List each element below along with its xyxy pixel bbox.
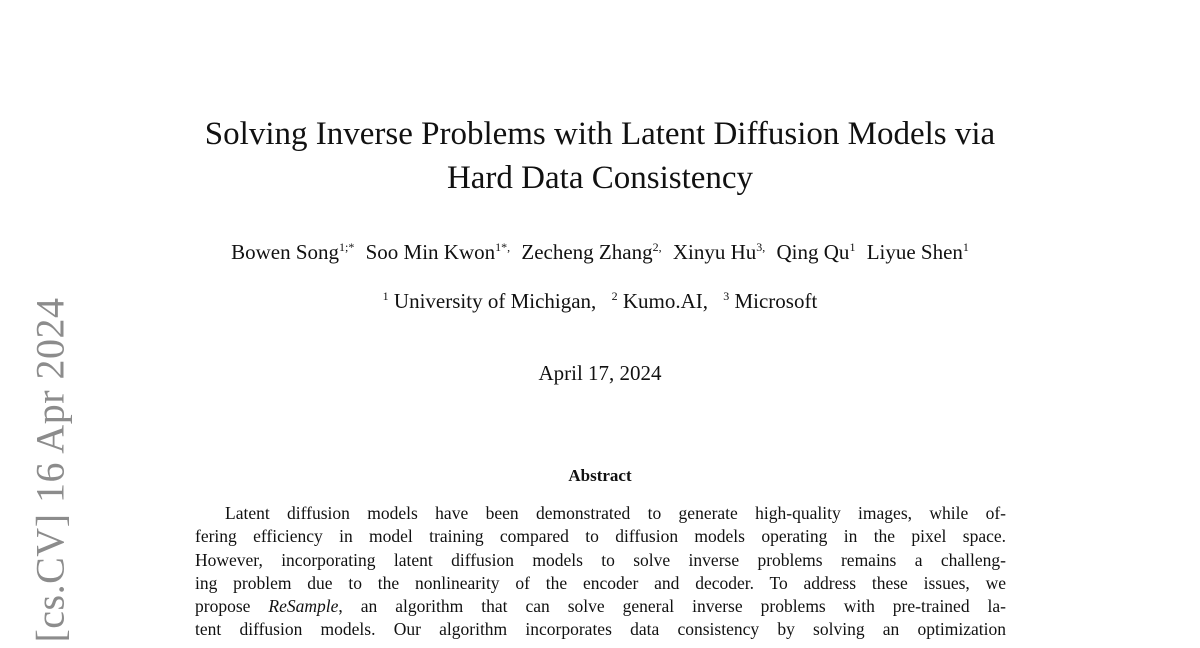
affiliation: [383, 289, 597, 313]
affiliation: [612, 289, 708, 313]
abstract-line: fering efficiency in model training compared to diffusion models operating in the pixel space.: [195, 526, 1006, 547]
author-name: Liyue Shen: [866, 240, 963, 264]
affiliation-number: 3: [723, 289, 730, 303]
author-name: Soo Min Kwon: [365, 240, 496, 264]
abstract-line: tent diffusion models. Our algorithm incorporates data consistency by solving an optimization: [195, 619, 1006, 640]
abstract-line: ing problem due to the nonlinearity of the encoder and decoder. To address these issues, we: [195, 572, 1006, 593]
author-affiliation-mark: 1*,: [495, 240, 511, 254]
paper-title: [0, 112, 1200, 200]
affiliation-number: 2: [611, 289, 618, 303]
author-affiliation-mark: 3,: [756, 240, 766, 254]
method-name: ReSample: [268, 596, 339, 617]
author-name: Qing Qu: [776, 240, 850, 264]
author-affiliation-mark: 2,: [652, 240, 662, 254]
abstract-line: However, incorporating latent diffusion models to solve inverse problems remains a challeng-: [195, 549, 1006, 570]
affiliation-name: Microsoft: [734, 289, 818, 313]
author: [777, 240, 856, 264]
author-name: Xinyu Hu: [672, 240, 757, 264]
publication-date: April 17, 2024: [538, 361, 662, 385]
author-affiliation-mark: 1: [849, 240, 856, 254]
author-name: Zecheng Zhang: [521, 240, 653, 264]
author-affiliation-mark: 1;*: [339, 240, 355, 254]
abstract-text: propose: [195, 596, 269, 617]
abstract-line: Latent diffusion models have been demonstrated to generate high-quality images, while of-: [225, 503, 1006, 523]
affiliation-number: 1: [382, 289, 389, 303]
abstract-heading: Abstract: [568, 466, 632, 485]
title-line-1: Solving Inverse Problems with Latent Diffusion Models via: [204, 116, 996, 152]
abstract-body: [195, 502, 1006, 642]
affiliation-name: University of Michigan,: [393, 289, 597, 313]
arxiv-side-stamp: [cs.CV] 16 Apr 2024: [27, 297, 73, 643]
abstract-text: , an algorithm that can solve general inverse problems with pre-trained la-: [338, 596, 1006, 617]
author: [231, 240, 354, 264]
author-name: Bowen Song: [231, 240, 340, 264]
affiliation-list: [0, 287, 1200, 315]
affiliation-name: Kumo.AI,: [622, 289, 708, 313]
author: [867, 240, 969, 264]
abstract-line: [195, 595, 1006, 618]
author-affiliation-mark: 1: [962, 240, 969, 254]
affiliation: [723, 289, 817, 313]
author: [521, 240, 661, 264]
author: [366, 240, 511, 264]
author-list: [0, 238, 1200, 266]
author: [673, 240, 765, 264]
title-line-2: Hard Data Consistency: [446, 160, 754, 196]
